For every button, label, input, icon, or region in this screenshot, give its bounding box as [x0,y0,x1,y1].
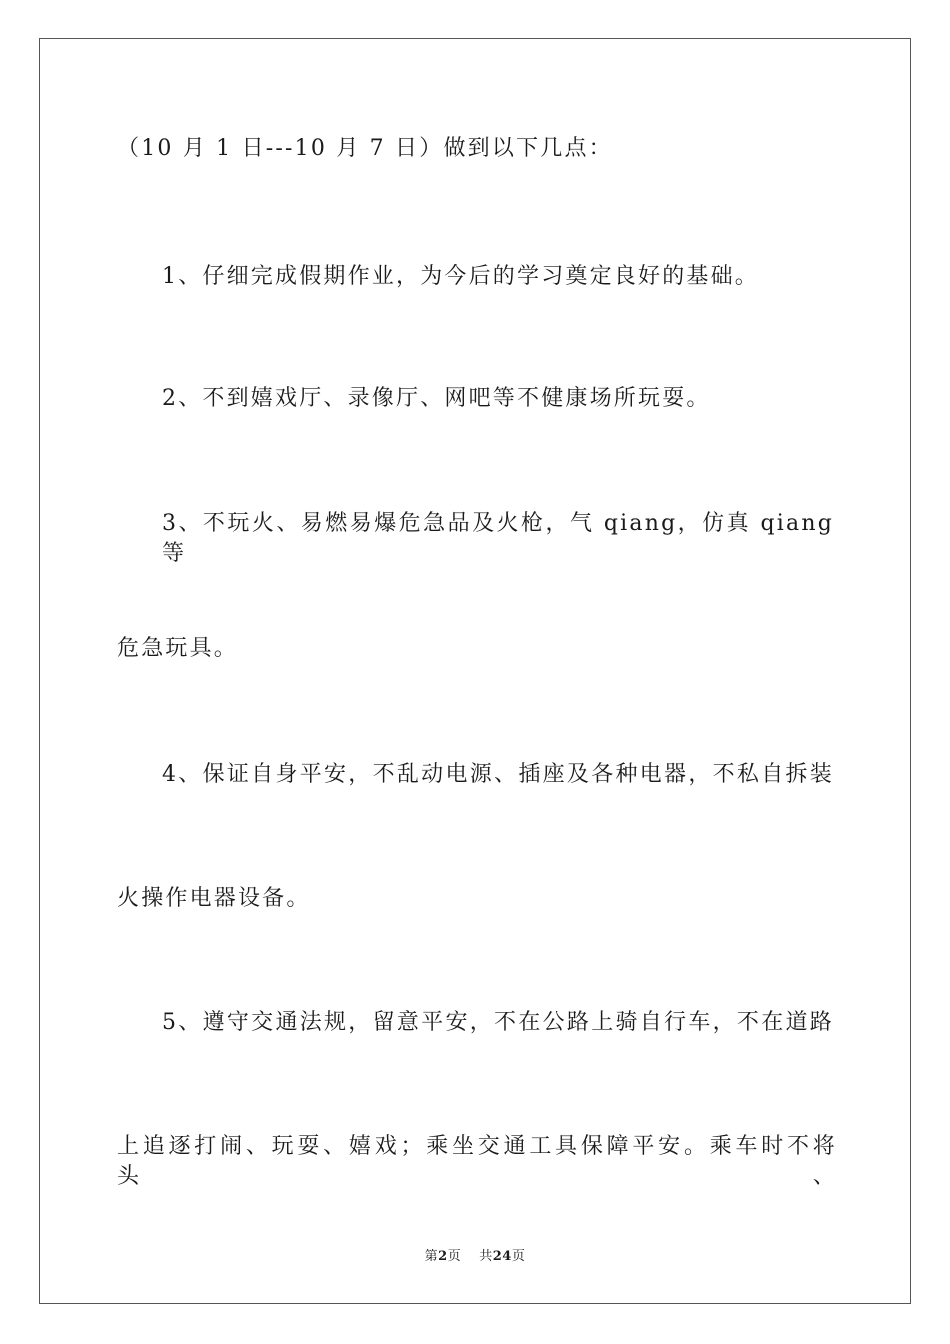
page-number: 2 [438,1249,448,1264]
item-2-line: 2、不到嬉戏厅、录像厅、网吧等不健康场所玩耍。 [162,386,711,411]
item-4-line-2: 火操作电器设备。 [117,886,311,911]
item-5-line-1: 5、遵守交通法规，留意平安，不在公路上骑自行车，不在道路 [162,1010,834,1035]
total-prefix: 共 [479,1249,493,1264]
item-4-line-1: 4、保证自身平安，不乱动电源、插座及各种电器，不私自拆装 [162,762,834,787]
item-3-line-1: 3、不玩火、易燃易爆危急品及火枪，气 qiang，仿真 qiang 等 [162,511,834,566]
page-border [39,38,911,1304]
page-suffix: 页 [447,1249,462,1264]
intro-line: （10 月 1 日---10 月 7 日）做到以下几点： [117,136,613,161]
item-5-line-2: 上追逐打闹、玩耍、嬉戏；乘坐交通工具保障平安。乘车时不将头、 [117,1134,837,1189]
page-prefix: 第 [424,1249,439,1264]
item-3-line-2: 危急玩具。 [117,636,239,661]
page-footer [0,1248,950,1266]
total-suffix: 页 [511,1249,526,1264]
item-1-line: 1、仔细完成假期作业，为今后的学习奠定良好的基础。 [162,264,759,289]
total-pages: 24 [492,1249,512,1264]
